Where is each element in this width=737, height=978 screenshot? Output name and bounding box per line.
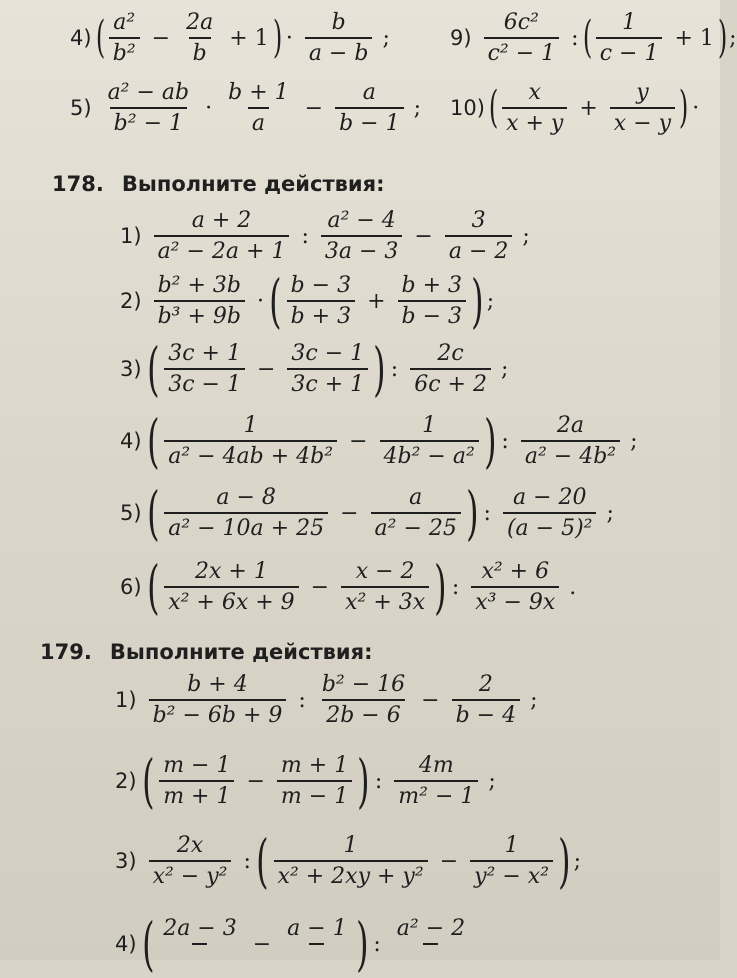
problem-title: Выполните действия:	[121, 172, 385, 196]
fraction: $\frac{b + 1}{a}$	[228, 80, 289, 136]
item-number: 5)	[120, 501, 142, 525]
fraction: a − 1	[283, 916, 351, 972]
fraction: $\frac{2a}{\text{a² − 4b²}}$	[521, 413, 620, 469]
fraction: $\frac{a}{\text{a² − 25}}$	[371, 485, 461, 541]
expression: $\frac{b + 4}{\text{b² − 6b + 9}}$ : $\frac{\text{b² − 16}}{2b - 6}$ − $\frac{2}{b - 4}$ ;	[143, 672, 538, 728]
problem-number: 179.	[40, 640, 92, 664]
item-number: 3)	[115, 849, 137, 873]
expression: ( $\frac{x}{x + y}$ + $\frac{y}{x - y}$ ) ·	[488, 80, 700, 136]
fraction: $\frac{m + 1}{m - 1}$	[277, 753, 352, 809]
fraction: $\frac{b + 4}{\text{b² − 6b + 9}}$	[149, 672, 287, 728]
item-number: 1)	[115, 688, 137, 712]
expression: ( 2a − 3 − a − 1 ) : a² − 2	[143, 915, 476, 973]
fraction: $\frac{2x + 1}{\text{x² + 6x + 9}}$	[164, 559, 298, 615]
problem-179-heading	[40, 640, 373, 664]
expression: $\frac{\text{b² + 3b}}{\text{b³ + 9b}}$ · ( $\frac{b - 3}{b + 3}$ + $\frac{b + 3}{b - 3}$ ) ;	[148, 272, 495, 330]
problem-title: Выполните действия:	[109, 640, 373, 664]
fraction: $\frac{2a}{b}$	[186, 10, 214, 66]
fraction: $\frac{3c - 1}{3c + 1}$	[287, 341, 368, 397]
fraction: $\frac{b - 3}{b + 3}$	[287, 273, 356, 329]
prev-item-9	[450, 10, 737, 66]
fraction: a² − 2	[393, 916, 469, 972]
item-number: 9)	[450, 26, 472, 50]
problem-178-item-3	[120, 335, 509, 403]
item-number: 4)	[115, 932, 137, 956]
problem-179-item-4-partial	[115, 910, 475, 978]
fraction: $\frac{\text{b² − 16}}{2b - 6}$	[321, 672, 406, 728]
fraction: $\frac{\text{a²}}{\text{b²}}$	[109, 10, 140, 66]
prev-item-4	[70, 10, 390, 66]
fraction: $\frac{b}{a - b}$	[305, 10, 373, 66]
problem-178-item-1	[120, 208, 530, 264]
fraction: $\frac{\text{a² − 4}}{3a - 3}$	[321, 208, 403, 264]
expression: ( $\frac{m - 1}{m + 1}$ − $\frac{m + 1}{m - 1}$ ) : $\frac{4m}{\text{m² − 1}}$ ;	[141, 747, 496, 815]
item-number: 3)	[120, 357, 142, 381]
fraction: $\frac{2c}{6c + 2}$	[410, 341, 491, 397]
item-number: 5)	[70, 96, 92, 120]
fraction: $\frac{x}{x + y}$	[502, 80, 567, 136]
fraction: $\frac{x - 2}{\text{x² + 3x}}$	[341, 559, 429, 615]
expression: ( $\frac{a - 8}{\text{a² − 10a + 25}}$ − $\frac{a}{\text{a² − 25}}$ ) : $\frac{a - 20}{\text{(a − 5)²}}$ ;	[146, 479, 614, 547]
fraction: $\frac{b + 3}{b - 3}$	[398, 273, 467, 329]
fraction: 2a − 3	[159, 916, 241, 972]
problem-179-item-1	[115, 672, 538, 728]
problem-178-heading	[52, 172, 385, 196]
expression: ( $\frac{1}{\text{a² − 4ab + 4b²}}$ − $\frac{1}{\text{4b² − a²}}$ ) : $\frac{2a}{\text{a² − 4b²}}$ ;	[146, 407, 638, 475]
fraction: $\frac{1}{\text{a² − 4ab + 4b²}}$	[164, 413, 337, 469]
item-number: 10)	[450, 96, 485, 120]
item-number: 2)	[120, 289, 142, 313]
fraction: $\frac{3c + 1}{3c - 1}$	[164, 341, 245, 397]
fraction: $\frac{1}{\text{y² − x²}}$	[470, 833, 553, 889]
fraction: $\frac{\text{x² + 6}}{\text{x³ − 9x}}$	[471, 559, 559, 615]
fraction: $\frac{m - 1}{m + 1}$	[159, 753, 234, 809]
fraction: $\frac{4m}{\text{m² − 1}}$	[394, 753, 478, 809]
fraction: $\frac{\text{b² + 3b}}{\text{b³ + 9b}}$	[154, 273, 245, 329]
item-number: 6)	[120, 575, 142, 599]
problem-number: 178.	[52, 172, 104, 196]
fraction: $\frac{a}{b - 1}$	[335, 80, 404, 136]
expression: ( $\frac{2x + 1}{\text{x² + 6x + 9}}$ − $\frac{x - 2}{\text{x² + 3x}}$ ) : $\frac{\text{x² + 6}}{\text{x³ − 9x}}$ .	[146, 553, 577, 621]
item-number: 4)	[70, 26, 92, 50]
expression: $\frac{\text{a² − ab}}{\text{b² − 1}}$ · $\frac{b + 1}{a}$ − $\frac{a}{b - 1}$ ;	[98, 80, 421, 136]
fraction: $\frac{\text{6c²}}{\text{c² − 1}}$	[484, 10, 560, 66]
fraction: $\frac{1}{\text{x² + 2xy + y²}}$	[274, 833, 428, 889]
problem-179-item-3	[115, 827, 582, 895]
problem-178-item-2	[120, 267, 495, 335]
item-number: 2)	[115, 769, 137, 793]
fraction: $\frac{y}{x - y}$	[610, 80, 675, 136]
close-paren: )	[272, 12, 282, 63]
prev-item-5	[70, 80, 421, 136]
fraction: $\frac{2}{b - 4}$	[452, 672, 521, 728]
expression: ( $\frac{3c + 1}{3c - 1}$ − $\frac{3c - 1}{3c + 1}$ ) : $\frac{2c}{6c + 2}$ ;	[146, 335, 509, 403]
item-number: 4)	[120, 429, 142, 453]
fraction: $\frac{a + 2}{\text{a² − 2a + 1}}$	[154, 208, 290, 264]
fraction: $\frac{1}{\text{4b² − a²}}$	[380, 413, 479, 469]
prev-item-10	[450, 80, 705, 136]
expression: $\frac{\text{6c²}}{\text{c² − 1}}$ : ( $\frac{1}{c - 1}$ + 1 ) ;	[478, 10, 737, 66]
problem-178-item-4	[120, 407, 638, 475]
item-number: 1)	[120, 224, 142, 248]
fraction: $\frac{1}{c - 1}$	[596, 10, 663, 66]
expression: $\frac{2x}{\text{x² − y²}}$ : ( $\frac{1}{\text{x² + 2xy + y²}}$ − $\frac{1}{\text{y² − x²}}$ ) ;	[143, 832, 582, 890]
problem-178-item-6	[120, 553, 577, 621]
open-paren: (	[95, 12, 105, 63]
fraction: $\frac{a - 8}{\text{a² − 10a + 25}}$	[164, 485, 328, 541]
fraction: $\frac{3}{a - 2}$	[445, 208, 513, 264]
fraction: $\frac{2x}{\text{x² − y²}}$	[149, 833, 232, 889]
expression: $\frac{a + 2}{\text{a² − 2a + 1}}$ : $\frac{\text{a² − 4}}{3a - 3}$ − $\frac{3}{a - 2}$ ;	[148, 208, 530, 264]
problem-178-item-5	[120, 479, 614, 547]
fraction: $\frac{a - 20}{\text{(a − 5)²}}$	[503, 485, 597, 541]
problem-179-item-2	[115, 747, 496, 815]
fraction: $\frac{\text{a² − ab}}{\text{b² − 1}}$	[107, 80, 190, 136]
expression: ( $\frac{\text{a²}}{\text{b²}}$ − $\frac{2a}{b}$ + 1 ) · $\frac{b}{a - b}$ ;	[95, 10, 390, 66]
